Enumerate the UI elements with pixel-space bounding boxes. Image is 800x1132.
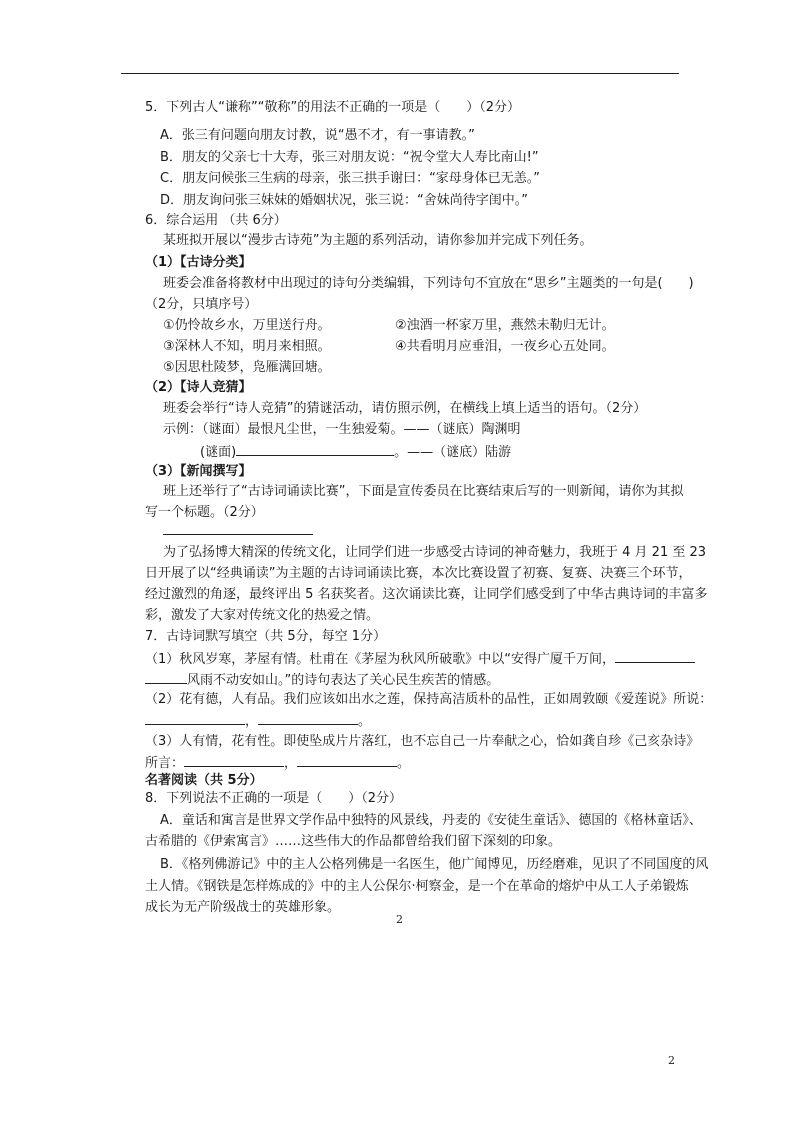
q7-title: 7．古诗词默写填空（共 5分，每空 1分） [145, 629, 387, 644]
riddle-label: (谜面) [200, 445, 237, 460]
q5-option-b: B．朋友的父亲七十大寿，张三对朋友说：“祝令堂大人寿比南山!” [160, 150, 539, 165]
q6-part2-example: 示例：（谜面）最恨凡尘世，一生独爱菊。——（谜底）陶渊明 [163, 422, 521, 437]
q7-blank-1-cont[interactable] [145, 671, 187, 684]
q8-option-a-2: 古希腊的《伊索寓言》……这些伟大的作品都曾给我们留下深刻的印象。 [145, 834, 562, 849]
riddle-answer-suffix: 。——（谜底）陆游 [394, 445, 512, 460]
q7-blank-1[interactable] [615, 650, 695, 663]
inner-page-number: 2 [396, 913, 403, 926]
q7-blank-4[interactable] [184, 754, 284, 767]
q7-item3-blanks [145, 754, 410, 772]
q6-option-2: ②浊酒一杯家万里，燕然未勒归无计。 [395, 318, 615, 333]
q7-period-2: 。 [397, 756, 411, 771]
q7-blank-3[interactable] [258, 712, 358, 725]
q7-comma-2: ， [284, 756, 298, 771]
q6-part3-text-1: 班上还举行了“古诗词诵读比赛”，下面是宣传委员在比赛结束后写的一则新闻，请你为其拟 [163, 484, 684, 499]
q6-part2-question [200, 443, 511, 461]
q6-part1-text: 班委会准备将教材中出现过的诗句分类编辑，下列诗句不宜放在“思乡”主题类的一句是( ) [163, 276, 694, 291]
q6-part1-score: （2分，只填序号） [145, 297, 258, 312]
q6-part1-title: （1）【古诗分类】 [145, 255, 252, 270]
q7-item1-line2 [145, 671, 499, 689]
q6-part3-title: （3）【新闻撰写】 [145, 464, 252, 479]
q7-item1-text-2: 风雨不动安如山。”的诗句表达了关心民生疾苦的情感。 [187, 673, 500, 688]
q6-part3-text-2: 写一个标题。（2分） [145, 505, 264, 520]
header-rule [121, 73, 679, 74]
q6-part2-title: （2）【诗人竞猜】 [145, 380, 252, 395]
headline-blank[interactable] [163, 522, 313, 540]
q6-option-5: ⑤因思杜陵梦，凫雁满回塘。 [163, 360, 331, 375]
page-number: 2 [668, 1054, 675, 1067]
q7-period: 。 [358, 714, 372, 729]
q7-item1-text: （1）秋风岁寒，茅屋有情。杜甫在《茅屋为秋风所破歌》中以“安得广厦千万间， [145, 652, 616, 667]
q6-option-4: ④共看明月应垂泪，一夜乡心五处同。 [395, 339, 615, 354]
news-line-1: 为了弘扬博大精深的传统文化，让同学们进一步感受古诗词的神奇魅力，我班于 4 月 21 至 23 [163, 545, 707, 560]
q8-option-b-1: B．《格列佛游记》中的主人公格列佛是一名医生，他广闻博见，历经磨难，见识了不同国度的风 [160, 857, 709, 872]
news-line-4: 彩，激发了大家对传统文化的热爱之情。 [145, 608, 380, 623]
q8-stem: 8．下列说法不正确的一项是（ ）（2分） [145, 791, 403, 806]
q5-option-d: D．朋友询问张三妹妹的婚姻状况，张三说：“舍妹尚待字闺中。” [160, 193, 528, 208]
riddle-answer-blank[interactable] [236, 443, 394, 456]
news-line-2: 日开展了以“经典诵读”为主题的古诗词诵读比赛，本次比赛设置了初赛、复赛、决赛三个环节， [145, 566, 692, 581]
q6-title: 6．综合运用 （共 6分） [145, 213, 287, 228]
q5-option-c: C．朋友问候张三生病的母亲，张三拱手谢曰：“家母身体已无恙。” [160, 171, 541, 186]
q7-item2-blanks [145, 712, 371, 730]
q7-item3-prefix: 所言： [145, 756, 185, 771]
q6-option-1: ①仍怜故乡水，万里送行舟。 [163, 318, 331, 333]
q7-item3-text: （3）人有情，花有性。即使坠成片片落红，也不忘自己一片奉献之心，恰如龚自珍《己亥杂诗》 [145, 734, 700, 749]
q7-comma: ， [245, 714, 259, 729]
q8-option-b-2: 土人情。《钢铁是怎样炼成的》中的主人公保尔·柯察金，是一个在革命的熔炉中从工人子弟锻炼 [145, 879, 689, 894]
q7-blank-5[interactable] [297, 754, 397, 767]
q8-option-a-1: A．童话和寓言是世界文学作品中独特的风景线，丹麦的《安徒生童话》、德国的《格林童话》、 [160, 813, 702, 828]
q6-part2-text: 班委会举行“诗人竞猜”的猜谜活动，请仿照示例，在横线上填上适当的语句。（2分） [163, 401, 647, 416]
news-line-3: 经过激烈的角逐，最终评出 5 名获奖者。这次诵读比赛，让同学们感受到了中华古典诗词的丰富多 [145, 587, 708, 602]
section-title: 名著阅读（共 5分） [145, 773, 263, 788]
q5-option-a: A．张三有问题向朋友讨教，说“愚不才，有一事请教。” [160, 128, 475, 143]
q7-item2-text: （2）花有德，人有品。我们应该如出水之莲，保持高洁质朴的品性，正如周敦颐《爱莲说》所说： [145, 692, 713, 707]
q6-option-3: ③深林人不知，明月来相照。 [163, 339, 331, 354]
q7-item1-line1 [145, 650, 695, 668]
q8-option-b-3: 成长为无产阶级战士的英雄形象。 [145, 900, 341, 915]
q6-intro: 某班拟开展以“漫步古诗苑”为主题的系列活动，请你参加并完成下列任务。 [163, 233, 593, 248]
q5-stem: 5．下列古人“谦称”“敬称”的用法不正确的一项是（ ）（2分） [145, 100, 520, 115]
q7-blank-2[interactable] [145, 712, 245, 725]
